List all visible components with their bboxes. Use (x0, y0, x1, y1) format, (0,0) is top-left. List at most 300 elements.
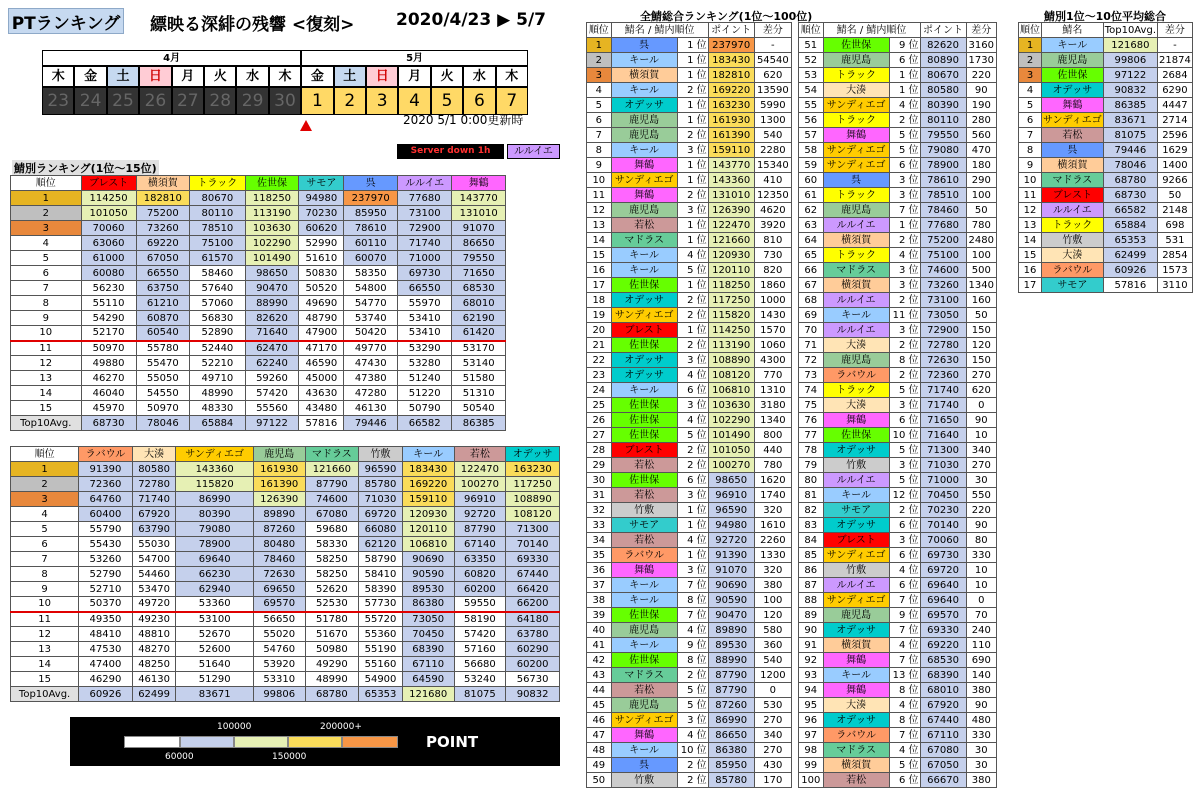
diff-cell: 730 (754, 248, 791, 263)
team-inner-rank-cell: 8 位 (889, 353, 920, 368)
point-cell: 89530 (708, 638, 754, 653)
rank-cell: 17 (587, 278, 612, 293)
team-name-cell: トラック (823, 248, 889, 263)
table-row (587, 533, 792, 548)
calendar-day: 3 (366, 87, 398, 115)
point-cell: 60290 (506, 642, 560, 657)
team-name-cell: ルルイエ (823, 218, 889, 233)
team-name-cell: サンディエゴ (611, 173, 677, 188)
point-cell: 77680 (920, 218, 966, 233)
team-inner-rank-cell: 3 位 (677, 398, 708, 413)
diff-cell: 4620 (754, 203, 791, 218)
team-name-cell: サンディエゴ (823, 548, 889, 563)
point-cell: 87790 (305, 477, 359, 492)
point-cell: 117250 (506, 477, 560, 492)
point-cell: 74600 (920, 263, 966, 278)
team-name-cell: 鹿児島 (823, 53, 889, 68)
rank-cell: 79 (799, 458, 824, 473)
point-cell: 64590 (402, 672, 454, 687)
team-name-cell: 鹿児島 (823, 353, 889, 368)
point-cell: 169220 (708, 83, 754, 98)
rank-cell: 73 (799, 368, 824, 383)
rank-cell: 46 (587, 713, 612, 728)
team-name-cell: ルルイエ (823, 323, 889, 338)
team-name-cell: オデッサ (823, 623, 889, 638)
rank-cell: 40 (587, 623, 612, 638)
calendar-day: 7 (496, 87, 528, 115)
point-cell: 64180 (506, 612, 560, 627)
diff-cell: 50 (966, 203, 996, 218)
point-cell: 78610 (344, 221, 398, 236)
point-cell: 60110 (344, 236, 398, 251)
team-name-cell: 大湊 (823, 83, 889, 98)
point-cell: 71740 (920, 398, 966, 413)
team-name-cell: サンディエゴ (823, 143, 889, 158)
point-cell: 89890 (253, 507, 305, 522)
point-cell: 50520 (299, 281, 344, 296)
rank-cell: 3 (587, 68, 612, 83)
diff-cell: 340 (754, 728, 791, 743)
team-inner-rank-cell: 8 位 (677, 653, 708, 668)
team-inner-rank-cell: 7 位 (889, 593, 920, 608)
point-cell: 50970 (81, 341, 136, 356)
average-cell: 90832 (506, 687, 560, 702)
point-cell: 61210 (136, 296, 190, 311)
table-row (11, 191, 506, 206)
rank-cell: 9 (1019, 158, 1042, 173)
average-cell: 78046 (1103, 158, 1157, 173)
point-cell: 52170 (81, 326, 136, 341)
table-row (587, 203, 792, 218)
point-cell: 101490 (708, 428, 754, 443)
team-inner-rank-cell: 3 位 (677, 353, 708, 368)
team-name-cell: ブレスト (823, 533, 889, 548)
diff-cell: 10 (966, 578, 996, 593)
point-cell: 53470 (132, 582, 176, 597)
average-cell: 83671 (1103, 113, 1157, 128)
average-cell: 68780 (305, 687, 359, 702)
rank-cell: 33 (587, 518, 612, 533)
diff-cell: 540 (754, 128, 791, 143)
diff-cell: 1300 (754, 113, 791, 128)
table-row (799, 758, 997, 773)
table-row (1019, 128, 1193, 143)
diff-cell: 150 (966, 323, 996, 338)
point-cell: 53920 (253, 657, 305, 672)
team-name-cell: キール (611, 578, 677, 593)
team-name-cell: 舞鶴 (611, 158, 677, 173)
point-cell: 72780 (920, 338, 966, 353)
team-inner-rank-cell: 3 位 (889, 533, 920, 548)
team-inner-rank-cell: 6 位 (677, 383, 708, 398)
point-cell: 67440 (506, 567, 560, 582)
rank-cell: 4 (11, 236, 82, 251)
team-name-cell: ルルイエ (823, 578, 889, 593)
average-cell: 65884 (190, 416, 246, 431)
rank-cell: 8 (11, 296, 82, 311)
rank-cell: 6 (1019, 113, 1042, 128)
point-cell: 67140 (454, 537, 506, 552)
average-cell: 121680 (1103, 38, 1157, 53)
point-cell: 52670 (176, 627, 253, 642)
diff-cell: 2280 (754, 143, 791, 158)
point-cell: 55020 (253, 627, 305, 642)
diff-cell: 1629 (1158, 143, 1193, 158)
rank-cell: 19 (587, 308, 612, 323)
table-row (799, 533, 997, 548)
point-cell: 55780 (136, 341, 190, 356)
point-cell: 115820 (176, 477, 253, 492)
rank-cell: 7 (587, 128, 612, 143)
team-name-cell: 佐世保 (823, 38, 889, 53)
point-cell: 52600 (176, 642, 253, 657)
point-legend-title: POINT (426, 733, 479, 751)
diff-cell: 1000 (754, 293, 791, 308)
point-cell: 85780 (359, 477, 403, 492)
point-cell: 68390 (402, 642, 454, 657)
table-row (587, 578, 792, 593)
point-cell: 71640 (245, 326, 299, 341)
point-cell: 53170 (452, 341, 506, 356)
team-name-cell: 舞鶴 (823, 413, 889, 428)
team-inner-rank-cell: 5 位 (889, 383, 920, 398)
rank-cell: 3 (1019, 68, 1042, 83)
diff-cell: 9266 (1158, 173, 1193, 188)
point-cell: 60080 (81, 266, 136, 281)
team-name-cell: 竹敷 (611, 503, 677, 518)
table-row (587, 443, 792, 458)
diff-cell: 560 (966, 128, 996, 143)
rank-cell: 39 (587, 608, 612, 623)
point-cell: 67080 (305, 507, 359, 522)
point-cell: 88990 (708, 653, 754, 668)
team-name-cell: 竹敷 (823, 563, 889, 578)
legend-label-60000: 60000 (165, 752, 194, 762)
table-row (799, 323, 997, 338)
rank-cell: 17 (1019, 278, 1042, 293)
rank-cell: 50 (587, 773, 612, 788)
team-name-cell: 舞鶴 (1042, 98, 1104, 113)
table-row (11, 341, 506, 356)
point-cell: 66080 (359, 522, 403, 537)
point-cell: 73050 (920, 308, 966, 323)
point-cell: 71650 (452, 266, 506, 281)
point-cell: 53290 (397, 341, 451, 356)
rank-cell: 14 (587, 233, 612, 248)
table-row (587, 623, 792, 638)
diff-cell: 12350 (754, 188, 791, 203)
team-name-cell: 佐世保 (611, 338, 677, 353)
point-cell: 182810 (136, 191, 190, 206)
point-cell: 53260 (79, 552, 133, 567)
team-inner-rank-cell: 2 位 (677, 758, 708, 773)
average-cell: 81075 (454, 687, 506, 702)
rank-cell: 56 (799, 113, 824, 128)
team-inner-rank-cell: 5 位 (677, 428, 708, 443)
point-cell: 61420 (452, 326, 506, 341)
average-header: 差分 (1158, 23, 1193, 38)
table-row (587, 518, 792, 533)
table-row (11, 522, 560, 537)
table-row (587, 248, 792, 263)
point-cell: 143360 (708, 173, 754, 188)
rank-cell: 94 (799, 683, 824, 698)
point-cell: 50540 (452, 401, 506, 416)
table-row (1019, 143, 1193, 158)
point-cell: 85950 (344, 206, 398, 221)
point-cell: 50970 (136, 401, 190, 416)
point-cell: 143770 (708, 158, 754, 173)
point-cell: 69640 (176, 552, 253, 567)
table-row (11, 206, 506, 221)
point-cell: 121660 (708, 233, 754, 248)
calendar-weekday: 月 (172, 66, 204, 87)
rank-cell: 14 (11, 386, 82, 401)
diff-cell: 280 (966, 113, 996, 128)
rank-cell: 78 (799, 443, 824, 458)
point-cell: 53410 (397, 311, 451, 326)
point-cell: 78900 (920, 158, 966, 173)
diff-cell: 180 (966, 158, 996, 173)
point-cell: 45970 (81, 401, 136, 416)
team-inner-rank-cell: 5 位 (889, 128, 920, 143)
point-cell: 159110 (402, 492, 454, 507)
rank-cell: 68 (799, 293, 824, 308)
point-cell: 58390 (359, 582, 403, 597)
diff-cell: 0 (966, 593, 996, 608)
point-cell: 73100 (920, 293, 966, 308)
calendar-weekday: 土 (334, 66, 366, 87)
overall-header: 順位 (799, 23, 824, 38)
point-cell: 57420 (454, 627, 506, 642)
calendar-weekday: 土 (107, 66, 139, 87)
team-inner-rank-cell: 1 位 (677, 38, 708, 53)
table-row (799, 428, 997, 443)
team-inner-rank-cell: 4 位 (677, 728, 708, 743)
point-cell: 126390 (708, 203, 754, 218)
team-inner-rank-cell: 1 位 (677, 113, 708, 128)
team-inner-rank-cell: 6 位 (889, 548, 920, 563)
diff-cell: 3160 (966, 38, 996, 53)
point-cell: 80890 (920, 53, 966, 68)
point-cell: 80390 (920, 98, 966, 113)
diff-cell: 698 (1158, 218, 1193, 233)
rank-cell: 6 (587, 113, 612, 128)
point-cell: 87260 (708, 698, 754, 713)
point-cell: 80110 (190, 206, 246, 221)
average-cell: 81075 (1103, 128, 1157, 143)
point-cell: 71300 (506, 522, 560, 537)
average-cell: 86385 (452, 416, 506, 431)
table-row (799, 308, 997, 323)
table-row (799, 563, 997, 578)
point-cell: 87260 (253, 522, 305, 537)
diff-cell: 800 (754, 428, 791, 443)
point-cell: 96910 (708, 488, 754, 503)
calendar-day: 6 (463, 87, 495, 115)
rank-cell: 11 (587, 188, 612, 203)
rank-cell: 43 (587, 668, 612, 683)
team-inner-rank-cell: 4 位 (677, 368, 708, 383)
diff-cell: 150 (966, 353, 996, 368)
table-row (11, 371, 506, 386)
team-name-cell: 佐世保 (1042, 68, 1104, 83)
rank-cell: 5 (587, 98, 612, 113)
team-name-cell: 大湊 (823, 338, 889, 353)
point-cell: 58190 (454, 612, 506, 627)
point-cell: 53240 (454, 672, 506, 687)
point-cell: 55190 (359, 642, 403, 657)
diff-cell: 2684 (1158, 68, 1193, 83)
average-cell: 57816 (1103, 278, 1157, 293)
point-cell: 108890 (506, 492, 560, 507)
point-cell: 45000 (299, 371, 344, 386)
team-inner-rank-cell: 1 位 (677, 233, 708, 248)
team-inner-rank-cell: 7 位 (889, 653, 920, 668)
team-name-cell: マドラス (611, 668, 677, 683)
table-row (799, 773, 997, 788)
diff-cell: 1400 (1158, 158, 1193, 173)
point-cell: 50830 (299, 266, 344, 281)
team-inner-rank-cell: 2 位 (889, 368, 920, 383)
table-row (799, 113, 997, 128)
table-row (11, 672, 560, 687)
team-header: サモア (299, 176, 344, 191)
team-name-cell: マドラス (823, 743, 889, 758)
table-row (587, 218, 792, 233)
point-cell: 55970 (397, 296, 451, 311)
point-cell: 91070 (452, 221, 506, 236)
calendar-day: 1 (301, 87, 333, 115)
team-name-cell: トラック (823, 113, 889, 128)
diff-cell: 320 (754, 563, 791, 578)
rank-cell: 83 (799, 518, 824, 533)
rank-cell: 84 (799, 533, 824, 548)
table-row (11, 567, 560, 582)
team-name-cell: 佐世保 (823, 428, 889, 443)
team-name-cell: サモア (611, 518, 677, 533)
point-cell: 89890 (708, 623, 754, 638)
point-cell: 52790 (79, 567, 133, 582)
team-name-cell: 横須賀 (823, 278, 889, 293)
point-cell: 106810 (708, 383, 754, 398)
point-cell: 69650 (253, 582, 305, 597)
overall-header: ポイント (920, 23, 966, 38)
average-label: Top10Avg. (11, 687, 79, 702)
point-cell: 59550 (454, 597, 506, 612)
team-inner-rank-cell: 1 位 (677, 98, 708, 113)
diff-cell: 820 (754, 263, 791, 278)
point-cell: 59680 (305, 522, 359, 537)
point-cell: 55110 (81, 296, 136, 311)
rank-cell: 9 (587, 158, 612, 173)
point-cell: 67110 (920, 728, 966, 743)
rank-cell: 15 (11, 672, 79, 687)
team-name-cell: トラック (823, 383, 889, 398)
calendar-day: 4 (398, 87, 430, 115)
point-cell: 78900 (176, 537, 253, 552)
point-cell: 70230 (920, 503, 966, 518)
point-cell: 70450 (920, 488, 966, 503)
diff-cell: 1330 (754, 548, 791, 563)
point-cell: 70140 (920, 518, 966, 533)
point-cell: 114250 (81, 191, 136, 206)
point-cell: 77680 (397, 191, 451, 206)
diff-cell: 1610 (754, 518, 791, 533)
table-row (799, 623, 997, 638)
table-row (799, 728, 997, 743)
point-cell: 62240 (245, 356, 299, 371)
team-inner-rank-cell: 4 位 (677, 248, 708, 263)
diff-cell: 120 (754, 608, 791, 623)
point-cell: 43480 (299, 401, 344, 416)
table-row (799, 278, 997, 293)
point-cell: 50980 (305, 642, 359, 657)
point-cell: 55360 (359, 627, 403, 642)
table-row (587, 608, 792, 623)
team-inner-rank-cell: 1 位 (677, 518, 708, 533)
team-inner-rank-cell: 3 位 (889, 398, 920, 413)
team-name-cell: ブレスト (611, 443, 677, 458)
legend-label-150000: 150000 (272, 752, 307, 762)
team-ranking-title: 鯖別ランキング(1位～15位) (14, 162, 157, 175)
point-cell: 74600 (305, 492, 359, 507)
point-cell: 58790 (359, 552, 403, 567)
rank-cell: 12 (11, 356, 82, 371)
team-inner-rank-cell: 3 位 (677, 488, 708, 503)
point-cell: 53140 (452, 356, 506, 371)
team-name-cell: 呉 (1042, 143, 1104, 158)
team-name-cell: 横須賀 (823, 233, 889, 248)
rank-cell: 5 (11, 251, 82, 266)
diff-cell: 1570 (754, 323, 791, 338)
table-row (799, 248, 997, 263)
table-row (587, 398, 792, 413)
point-cell: 80110 (920, 113, 966, 128)
team-name-cell: オデッサ (823, 518, 889, 533)
team-name-cell: キール (823, 308, 889, 323)
point-cell: 52710 (79, 582, 133, 597)
table-row (587, 368, 792, 383)
table-row (799, 713, 997, 728)
point-cell: 79080 (920, 143, 966, 158)
team-name-cell: ブレスト (1042, 188, 1104, 203)
point-cell: 67050 (136, 251, 190, 266)
point-cell: 114250 (708, 323, 754, 338)
point-cell: 72360 (79, 477, 133, 492)
table-row (587, 113, 792, 128)
point-cell: 98650 (245, 266, 299, 281)
table-row (587, 383, 792, 398)
point-cell: 46590 (299, 356, 344, 371)
legend-low-swatch (124, 736, 180, 748)
point-cell: 85950 (708, 758, 754, 773)
table-row (799, 143, 997, 158)
table-row (799, 353, 997, 368)
point-cell: 62120 (359, 537, 403, 552)
team-inner-rank-cell: 2 位 (677, 83, 708, 98)
point-cell: 53740 (344, 311, 398, 326)
rank-cell: 87 (799, 578, 824, 593)
point-cell: 71740 (397, 236, 451, 251)
point-cell: 120930 (708, 248, 754, 263)
calendar-day: 23 (42, 87, 74, 115)
table-row (587, 53, 792, 68)
team-inner-rank-cell: 3 位 (677, 563, 708, 578)
point-cell: 53280 (397, 356, 451, 371)
rank-cell: 47 (587, 728, 612, 743)
table-row (587, 233, 792, 248)
